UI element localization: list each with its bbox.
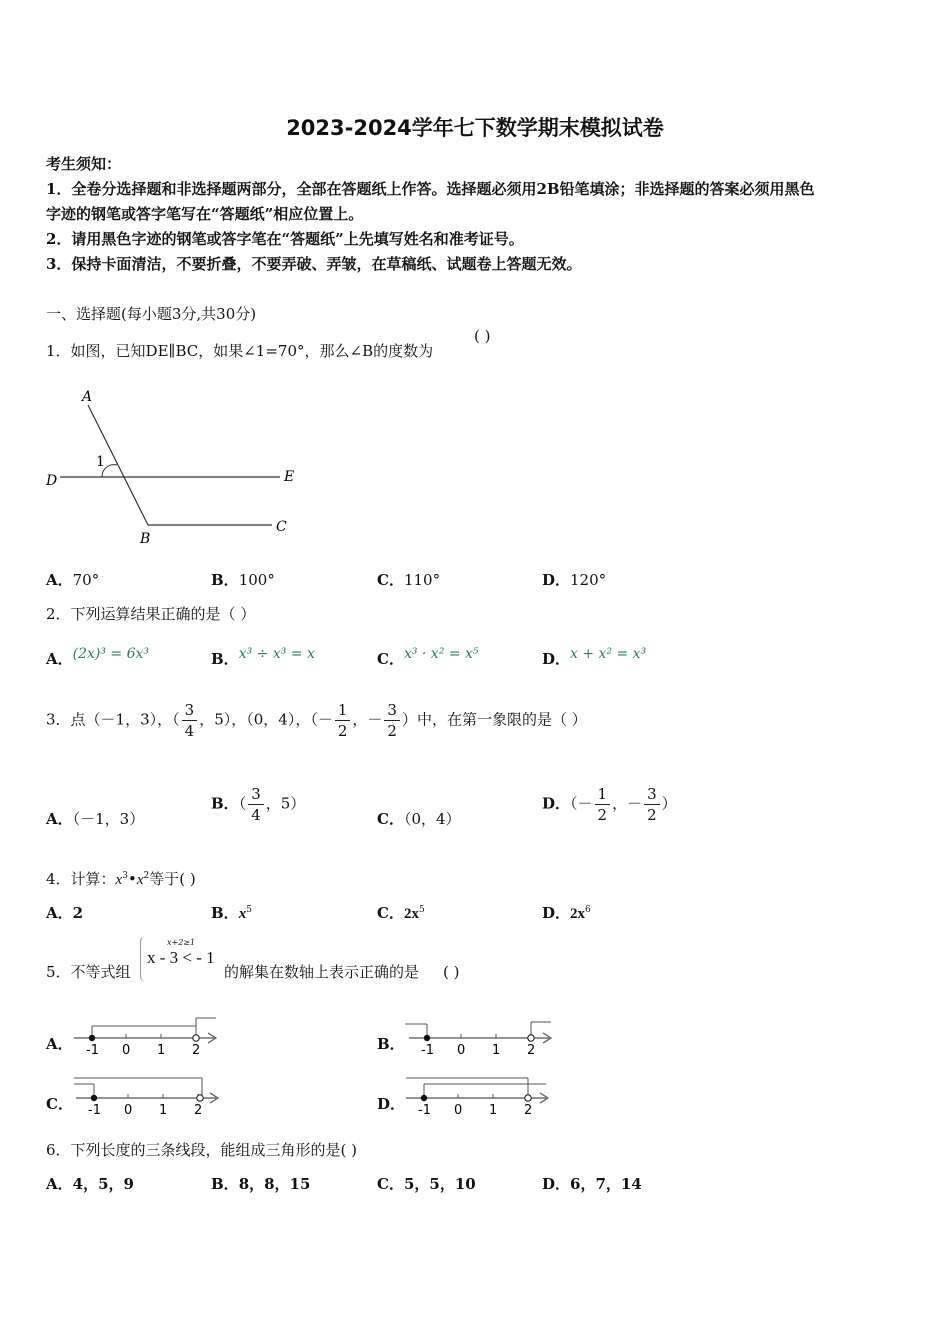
q6-stem: 6．下列长度的三条线段，能组成三角形的是( ) (46, 1141, 358, 1159)
label-d: D (46, 473, 58, 489)
q5-numberline-d[interactable] (402, 1072, 562, 1118)
q5-stem-pre: 5．不等式组 (46, 963, 131, 981)
svg-text:2: 2 (524, 1103, 533, 1118)
q5-numberline-a[interactable] (70, 1012, 230, 1058)
q5-option-d-label[interactable]: D． (377, 1095, 406, 1113)
inequality-top: x+2≥1 (167, 938, 196, 947)
svg-text:-1: -1 (86, 1043, 99, 1058)
q6-option-b[interactable]: B．8，8，15 (211, 1175, 311, 1193)
inequality-bottom: x - 3 < - 1 (147, 948, 215, 967)
svg-text:1: 1 (157, 1043, 166, 1058)
q5-inequality-system (140, 936, 225, 982)
q5-numberline-c[interactable] (72, 1072, 232, 1118)
notice-line-2: 字迹的钢笔或答字笔写在“答题纸”相应位置上。 (46, 205, 364, 223)
svg-text:2: 2 (194, 1103, 203, 1118)
label-a: A (82, 389, 93, 405)
svg-text:0: 0 (124, 1103, 133, 1118)
page-title: 2023-2024学年七下数学期末模拟试卷 (286, 116, 664, 140)
frac-3-2: $\frac{3}{2}$ (384, 700, 400, 741)
q4-option-d[interactable]: D．$2x^6$ (542, 904, 591, 922)
svg-text:1: 1 (159, 1103, 168, 1118)
frac-3-4: $\frac{3}{4}$ (182, 700, 198, 741)
q1-option-d[interactable]: D．120° (542, 571, 607, 589)
svg-text:0: 0 (454, 1103, 463, 1118)
q6-option-a[interactable]: A．4，5，9 (46, 1175, 134, 1193)
notice-line-4: 3．保持卡面清洁，不要折叠，不要弄破、弄皱，在草稿纸、试题卷上答题无效。 (46, 255, 582, 273)
q5-answer-paren: ( ) (443, 963, 460, 981)
q4-option-c[interactable]: C．$2x^5$ (377, 904, 425, 922)
notice-line-3: 2．请用黑色字迹的钢笔或答字笔在“答题纸”上先填写姓名和准考证号。 (46, 230, 524, 248)
q2-option-c[interactable]: C．x³ · x² = x⁵ (377, 646, 479, 668)
svg-text:2: 2 (192, 1043, 201, 1058)
q5-numberline-b[interactable] (405, 1012, 565, 1058)
notice-line-1: 1．全卷分选择题和非选择题两部分，全部在答题纸上作答。选择题必须用2B铅笔填涂；非选择题的答案必须用黑色 (46, 180, 815, 198)
q1-option-b[interactable]: B．100° (211, 571, 275, 589)
label-e: E (284, 469, 295, 485)
q6-option-c[interactable]: C．5，5，10 (377, 1175, 476, 1193)
q5-option-a-label[interactable]: A． (46, 1035, 73, 1053)
svg-text:1: 1 (492, 1043, 501, 1058)
q2-stem: 2．下列运算结果正确的是（ ） (46, 605, 256, 623)
q1-figure (40, 385, 310, 550)
q4-stem: 4．计算：$x^3•x^2$等于( ) (46, 870, 196, 888)
q2-option-a[interactable]: A．(2x)³ = 6x³ (46, 646, 150, 668)
q3-option-b[interactable]: B．（ $\frac{3}{4}$ ，5） (211, 785, 306, 824)
q2-option-b[interactable]: B．x³ ÷ x³ = x (211, 646, 315, 668)
svg-text:-1: -1 (88, 1103, 101, 1118)
q5-stem-post: 的解集在数轴上表示正确的是 (224, 963, 420, 981)
q4-option-a[interactable]: A．2 (46, 904, 84, 922)
svg-text:2: 2 (527, 1043, 536, 1058)
q5-option-c-label[interactable]: C． (46, 1095, 73, 1113)
q5-option-b-label[interactable]: B． (377, 1035, 405, 1053)
q1-option-a[interactable]: A．70° (46, 571, 100, 589)
q3-option-c[interactable]: C．（0，4） (377, 810, 461, 828)
label-c: C (276, 519, 287, 535)
svg-text:1: 1 (489, 1103, 498, 1118)
q4-option-b[interactable]: B．$x^5$ (211, 904, 252, 922)
q1-answer-paren: ( ) (474, 327, 491, 345)
svg-text:-1: -1 (421, 1043, 434, 1058)
svg-text:0: 0 (122, 1043, 131, 1058)
q3-option-d[interactable]: D．（－ $\frac{1}{2}$ ，－ $\frac{3}{2}$ ） (542, 785, 677, 824)
label-b: B (140, 531, 151, 547)
notice-heading: 考生须知： (46, 155, 122, 173)
q1-option-c[interactable]: C．110° (377, 571, 441, 589)
label-angle-1: 1 (96, 454, 105, 470)
q6-option-d[interactable]: D．6，7，14 (542, 1175, 642, 1193)
q3-stem: 3．点（－1，3），（ $\frac{3}{4}$ ，5），（0，4），（－ $\frac{1}{2}$ ，－ $\frac{3}{2}$ ）中，在第一象限的是（ ） (46, 701, 587, 740)
q3-option-a[interactable]: A．（－1，3） (46, 810, 145, 828)
q2-option-d[interactable]: D．x + x² = x³ (542, 646, 647, 668)
svg-text:-1: -1 (418, 1103, 431, 1118)
section-heading: 一、选择题(每小题3分,共30分) (46, 305, 257, 323)
svg-text:0: 0 (457, 1043, 466, 1058)
frac-1-2: $\frac{1}{2}$ (335, 700, 351, 741)
q1-stem: 1．如图，已知DE∥BC，如果∠1=70°，那么∠B的度数为 (46, 342, 434, 360)
